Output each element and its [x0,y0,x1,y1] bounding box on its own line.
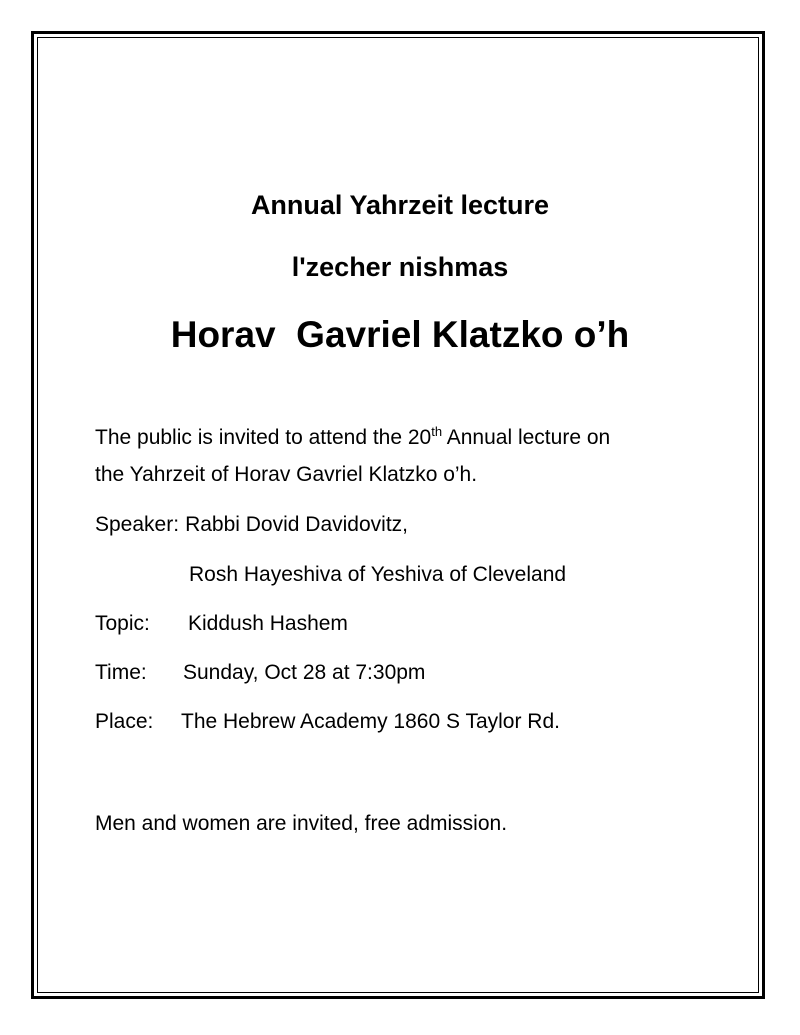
topic-row [95,612,348,636]
speaker-row [95,513,408,537]
honoree-name: Horav Gavriel Klatzko o’h [170,314,630,355]
speaker-value: Rabbi Dovid Davidovitz, [185,513,408,536]
intro-text-end: Annual lecture on [442,426,611,449]
topic-value: Kiddush Hashem [188,612,348,635]
place-value: The Hebrew Academy 1860 S Taylor Rd. [181,710,560,733]
time-row [95,661,425,685]
lecture-heading: Annual Yahrzeit lecture [250,190,550,220]
speaker-label: Speaker: [95,513,180,536]
place-label: Place: [95,710,154,733]
place-row [95,710,560,734]
intro-line-2: the Yahrzeit of Horav Gavriel Klatzko o’h. [95,463,478,486]
time-label: Time: [95,661,147,684]
time-value: Sunday, Oct 28 at 7:30pm [183,661,426,684]
memorial-subheading: l'zecher nishmas [291,252,509,282]
ordinal-suffix: th [431,424,443,439]
topic-label: Topic: [95,612,150,635]
speaker-title: Rosh Hayeshiva of Yeshiva of Cleveland [189,563,567,586]
closing-note: Men and women are invited, free admission. [95,812,508,835]
intro-text-start: The public is invited to attend the 20 [95,426,432,449]
intro-line-1 [95,426,610,450]
